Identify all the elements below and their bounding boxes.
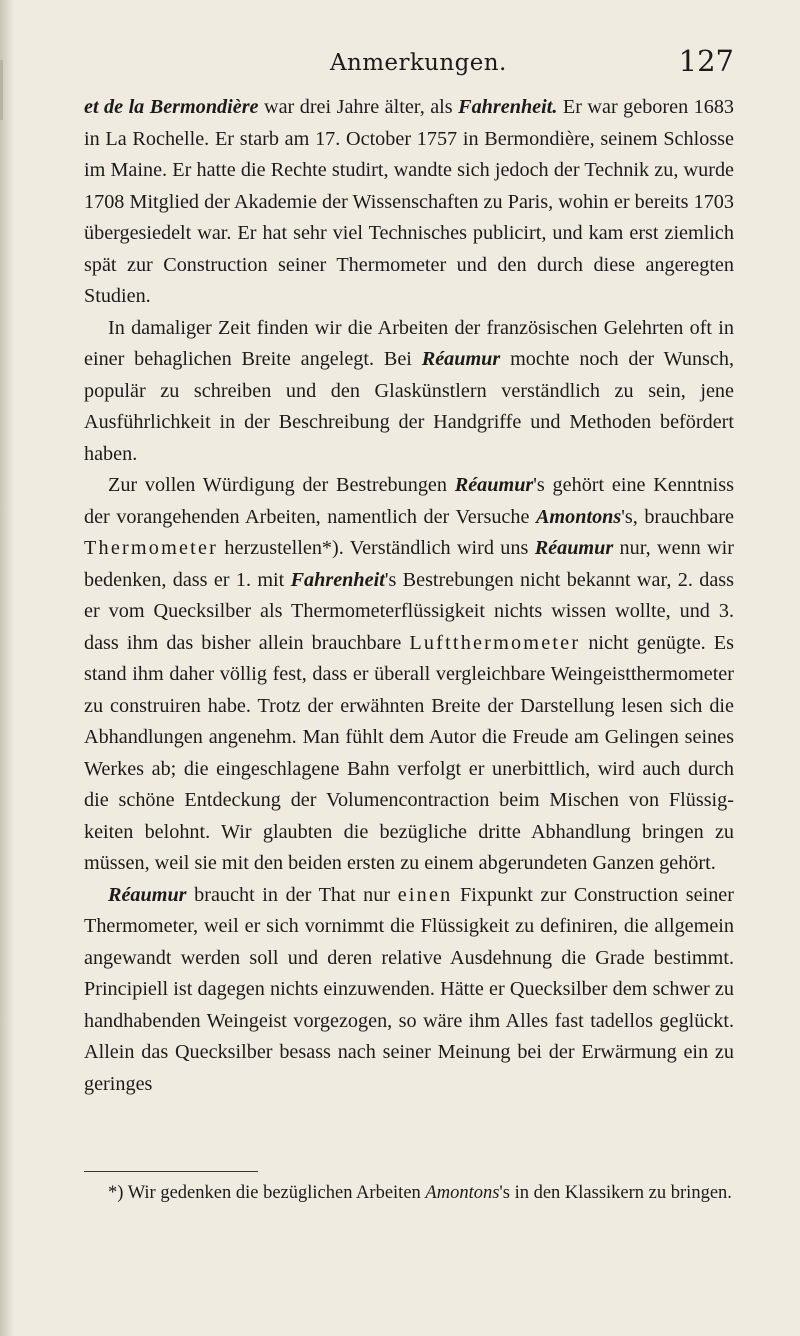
spaced-emphasis: einen — [397, 883, 453, 906]
paragraph-4 — [84, 880, 734, 1101]
name-italic: et de la Bermondière — [84, 96, 259, 118]
text-run: 's, brauchbare — [621, 505, 734, 528]
spaced-emphasis: Luftthermometer — [409, 631, 581, 654]
name-italic: Réaumur — [454, 474, 534, 496]
name-italic: Réaumur — [108, 883, 187, 906]
text-run: war drei Jahre älter, als — [258, 96, 459, 118]
text-run: 's in den Klassikern zu bringen. — [499, 1183, 732, 1203]
text-run: 's gehört eine Kenntniss der vorangehenden Arbeiten, namentlich der Versuche — [84, 474, 734, 528]
text-run: herzustellen*). Verständlich wird uns — [218, 537, 535, 559]
page-header — [0, 44, 800, 84]
text-run: mochte noch der Wunsch, populär zu schreiben und den Glaskünstlern verständlich zu sein, jene Ausführlichkeit in der Beschreibung der Handgriffe und Methoden befördert haben. — [84, 348, 734, 465]
paragraph-2 — [84, 313, 734, 471]
name-italic: Fahrenheit. — [458, 96, 558, 118]
text-run: *) Wir gedenken die bezüglichen Arbeiten — [108, 1183, 426, 1203]
name-italic: Amontons — [425, 1183, 500, 1203]
text-run: nicht genügte. Es stand ihm daher völlig fest, dass er überall vergleichbare Weingeistthermometer zu construiren habe. Trotz der erwähnten Breite der Darstellung lesen sich die Abhandlungen angenehm. Man fühlt dem Autor die Freude am Gelingen seines Werkes ab; die eingeschlagene Bahn verfolgt er unerbittlich, wird auch durch die schöne Entdeckung der Volumencontraction beim Mischen von Flüssigkeiten belohnt. Wir glaubten die bezügliche dritte Abhandlung bringen zu müssen, weil sie mit den beiden ersten zu einem abgerundeten Ganzen gehört. — [84, 631, 734, 874]
text-run: 's Bestrebungen nicht bekannt war, 2. dass er vom Quecksilber als Thermometerflüssigkeit nichts wissen wollte, und 3. dass ihm das bisher allein brauchbare — [84, 568, 735, 654]
name-italic: Réaumur — [534, 537, 614, 559]
page-gutter-shadow — [0, 0, 14, 1336]
body-text — [84, 92, 734, 1100]
running-head: Anmerkungen. — [330, 50, 507, 76]
spaced-emphasis: Thermometer — [84, 537, 219, 559]
footnote-divider — [84, 1171, 258, 1172]
text-run: nur, wenn wir bedenken, dass er 1. mit — [84, 537, 734, 591]
name-italic: Amontons — [535, 505, 622, 528]
name-italic: Fahrenheit — [290, 568, 385, 591]
name-italic: Réaumur — [421, 348, 501, 370]
paragraph-3 — [84, 470, 734, 880]
text-run: Er war geboren 1683 in La Rochelle. Er starb am 17. October 1757 in Bermondière, seinem Schlosse im Maine. Er hatte die Rechte studirt, wandte sich jedoch der Technik zu, wurde 1708 Mitglied der Akademie der Wissenschaften zu Paris, wohin er bereits 1703 übergesiedelt war. Er hat sehr viel Technisches publicirt, und kam erst ziemlich spät zur Construction seiner Thermometer und den durch diese angeregten Studien. — [84, 96, 735, 307]
page-number: 127 — [678, 44, 734, 78]
paragraph-1 — [84, 92, 734, 313]
text-run: braucht in der That nur — [186, 883, 398, 906]
text-run: Fixpunkt zur Construction seiner Thermometer, weil er sich vornimmt die Flüssigkeit zu definiren, die allgemein angewandt werden soll und deren relative Ausdehnung die Grade bestimmt. Principiell ist dagegen nichts einzuwenden. Hätte er Quecksilber dem schwer zu handhabenden Weingeist vorgezogen, so wäre ihm Alles fast tadellos geglückt. Allein das Quecksilber besass nach seiner Meinung bei der Erwärmung ein zu geringes — [84, 883, 734, 1095]
text-run: Zur vollen Würdigung der Bestrebungen — [108, 474, 455, 496]
footnote-text — [84, 1180, 734, 1206]
footnote — [84, 1180, 734, 1206]
text-run: In damaliger Zeit finden wir die Arbeiten der französischen Gelehrten oft in einer behaglichen Breite angelegt. Bei — [84, 316, 734, 370]
